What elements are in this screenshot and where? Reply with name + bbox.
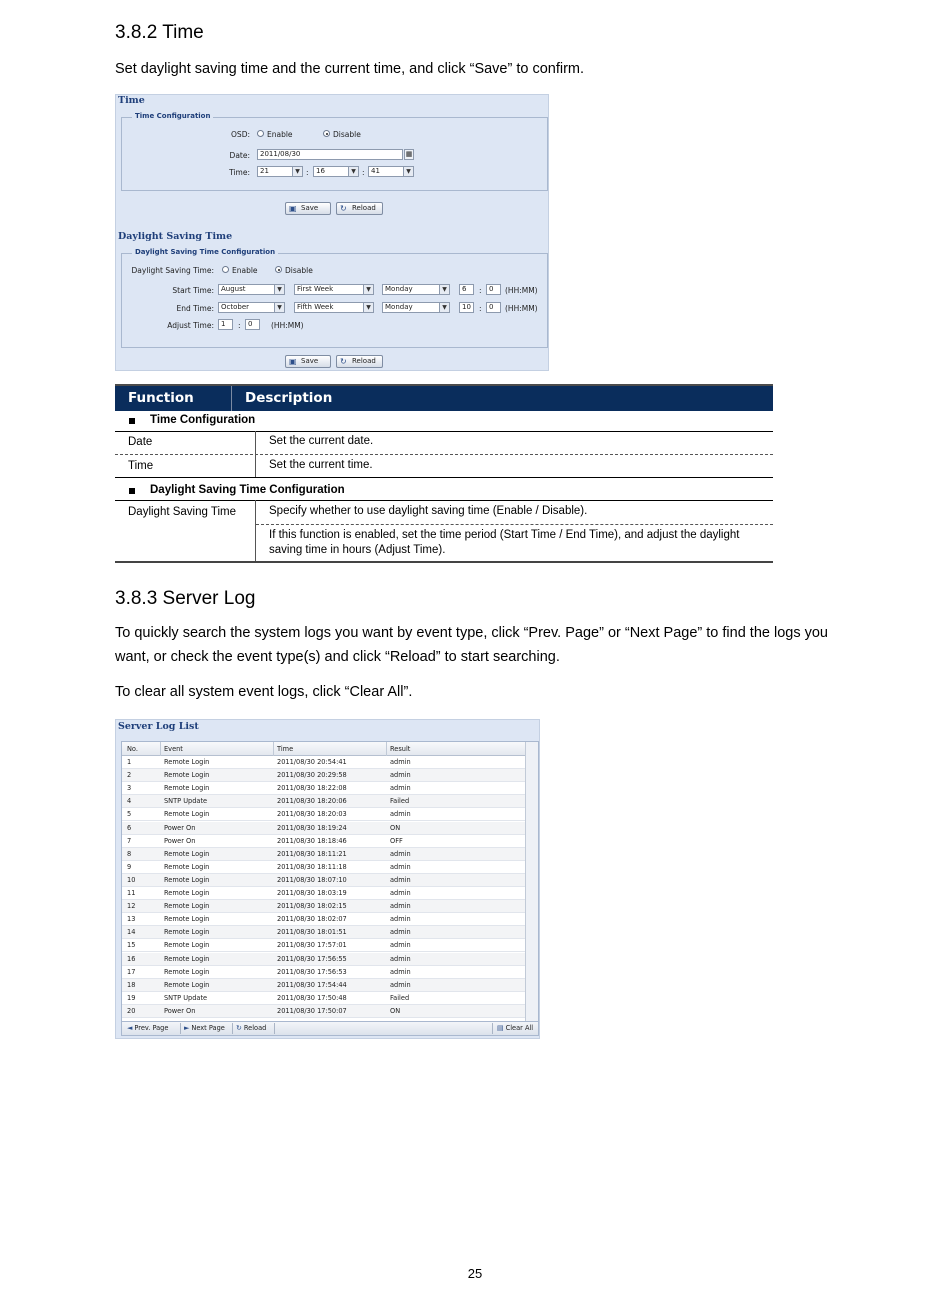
reload-button[interactable]	[336, 202, 383, 215]
log-cell-result: admin	[390, 954, 411, 963]
second-select[interactable]	[368, 166, 414, 177]
row-date-description: Set the current date.	[269, 435, 374, 447]
log-cell-no: 9	[127, 862, 132, 871]
server-log-title: Server Log List	[118, 721, 199, 732]
table-header	[115, 384, 773, 411]
time-intro-text: Set daylight saving time and the current time, and click “Save” to confirm.	[115, 61, 585, 77]
log-reload-button[interactable]	[236, 1024, 266, 1032]
chevron-down-icon: ▼	[439, 285, 449, 294]
table-row[interactable]	[122, 808, 526, 821]
log-cell-event: Remote Login	[164, 915, 210, 924]
row-divider	[115, 454, 773, 455]
chevron-down-icon: ▼	[363, 303, 373, 312]
row-dst-function: Daylight Saving Time	[128, 506, 237, 518]
dst-save-button[interactable]	[285, 355, 331, 368]
log-cell-no: 15	[127, 941, 136, 950]
dst-panel-title: Daylight Saving Time	[118, 231, 233, 242]
start-hhmm-hint: (HH:MM)	[505, 286, 538, 295]
log-cell-time: 2011/08/30 18:03:19	[277, 889, 347, 897]
table-row[interactable]	[122, 926, 526, 939]
log-cell-result: OFF	[390, 836, 403, 845]
log-cell-result: admin	[390, 915, 411, 924]
bullet-square-icon	[129, 418, 135, 424]
row-time-function: Time	[128, 460, 154, 472]
table-row[interactable]	[122, 900, 526, 913]
server-log-screenshot	[115, 719, 540, 1039]
log-cell-event: Power On	[164, 1006, 196, 1015]
calendar-icon[interactable]: ▦	[405, 150, 413, 158]
log-cell-result: admin	[390, 980, 411, 989]
log-cell-no: 19	[127, 993, 136, 1002]
function-description-table	[115, 384, 773, 564]
dst-label: Daylight Saving Time:	[131, 266, 214, 275]
log-cell-result: ON	[390, 1006, 401, 1015]
section-heading-time: 3.8.2 Time	[115, 22, 204, 43]
start-min-input[interactable]: 0	[486, 284, 501, 295]
toolbar-separator	[492, 1023, 493, 1034]
date-label: Date:	[229, 151, 250, 160]
table-row[interactable]	[122, 835, 526, 848]
bullet-square-icon	[129, 488, 135, 494]
row-divider	[115, 500, 773, 501]
log-cell-event: Remote Login	[164, 862, 210, 871]
log-cell-time: 2011/08/30 17:56:55	[277, 954, 347, 963]
table-row[interactable]	[122, 887, 526, 900]
log-cell-no: 1	[127, 758, 132, 766]
log-grid-header	[122, 742, 526, 756]
time-colon-2: :	[362, 168, 365, 177]
vertical-scrollbar[interactable]	[525, 742, 538, 1021]
server-log-paragraph-2: To clear all system event logs, click “Clear All”.	[115, 684, 413, 700]
table-row[interactable]	[122, 913, 526, 926]
chevron-down-icon: ▼	[274, 303, 284, 312]
group-dst-configuration: Daylight Saving Time Configuration	[150, 484, 345, 496]
header-divider	[231, 386, 232, 411]
log-cell-event: Remote Login	[164, 810, 210, 819]
log-cell-no: 6	[127, 823, 132, 832]
log-toolbar	[121, 1022, 539, 1036]
column-divider	[386, 742, 387, 756]
table-row[interactable]	[122, 822, 526, 835]
log-cell-event: Remote Login	[164, 980, 210, 989]
dst-enable-label: Enable	[232, 266, 258, 275]
time-config-legend: Time Configuration	[132, 112, 213, 120]
log-cell-result: admin	[390, 928, 411, 937]
start-day-value: Monday	[385, 285, 413, 293]
minute-value: 16	[316, 167, 325, 175]
log-cell-no: 8	[127, 849, 132, 858]
col-no-header[interactable]: No.	[127, 745, 138, 753]
table-row[interactable]	[122, 992, 526, 1005]
log-cell-event: Power On	[164, 823, 196, 832]
log-cell-event: Remote Login	[164, 771, 210, 780]
log-cell-no: 17	[127, 967, 136, 976]
end-colon: :	[479, 304, 482, 313]
log-cell-no: 4	[127, 797, 132, 806]
reload-icon: ↻	[340, 357, 347, 366]
start-month-value: August	[221, 285, 246, 293]
row-time-description: Set the current time.	[269, 459, 373, 471]
dst-disable-label: Disable	[285, 266, 313, 275]
dst-reload-button[interactable]	[336, 355, 383, 368]
chevron-down-icon: ▼	[439, 303, 449, 312]
log-cell-no: 10	[127, 875, 136, 884]
log-cell-no: 13	[127, 915, 136, 924]
save-button-label: Save	[301, 204, 319, 212]
log-cell-time: 2011/08/30 18:02:15	[277, 902, 347, 911]
toolbar-separator	[180, 1023, 181, 1034]
group-time-configuration: Time Configuration	[150, 414, 256, 426]
log-cell-result: Failed	[390, 797, 410, 806]
log-cell-time: 2011/08/30 20:29:58	[277, 771, 347, 780]
start-week-select[interactable]	[294, 284, 374, 295]
log-cell-event: Remote Login	[164, 954, 210, 963]
log-reload-label: Reload	[243, 1024, 267, 1032]
end-week-value: Fifth Week	[297, 303, 334, 311]
hour-value: 21	[260, 167, 269, 175]
row-dst-description-2b: saving time in hours (Adjust Time).	[269, 544, 446, 556]
start-day-select[interactable]	[382, 284, 450, 295]
log-cell-time: 2011/08/30 18:19:24	[277, 823, 347, 832]
time-label: Time:	[229, 168, 250, 177]
osd-enable-radio[interactable]	[257, 130, 264, 137]
page-number: 25	[467, 1266, 483, 1281]
dst-save-button-label: Save	[301, 357, 319, 365]
log-cell-event: SNTP Update	[164, 797, 208, 806]
col-event-header[interactable]: Event	[164, 745, 183, 753]
end-hhmm-hint: (HH:MM)	[505, 304, 538, 313]
log-cell-event: Remote Login	[164, 784, 210, 793]
log-cell-no: 2	[127, 771, 132, 780]
chevron-down-icon: ▼	[292, 167, 302, 176]
log-cell-time: 2011/08/30 17:56:53	[277, 967, 347, 976]
section-heading-server-log: 3.8.3 Server Log	[115, 588, 256, 609]
arrow-right-icon: ►	[184, 1024, 190, 1032]
table-row[interactable]	[122, 756, 526, 769]
col-result-header[interactable]: Result	[390, 745, 411, 753]
server-log-grid	[121, 741, 539, 1022]
table-bottom-border	[115, 561, 773, 563]
log-cell-time: 2011/08/30 20:54:41	[277, 758, 347, 766]
log-cell-no: 12	[127, 902, 136, 911]
reload-button-label: Reload	[352, 204, 376, 212]
start-month-select[interactable]	[218, 284, 285, 295]
log-cell-time: 2011/08/30 18:20:06	[277, 797, 347, 806]
row-divider	[115, 477, 773, 478]
adjust-min-input[interactable]: 0	[245, 319, 260, 330]
osd-disable-label: Disable	[333, 130, 361, 139]
log-cell-result: admin	[390, 784, 411, 793]
server-log-paragraph-1	[115, 621, 915, 669]
log-cell-time: 2011/08/30 18:02:07	[277, 915, 347, 924]
column-divider	[255, 431, 256, 477]
table-row[interactable]	[122, 782, 526, 795]
chevron-down-icon: ▼	[348, 167, 358, 176]
log-cell-event: Remote Login	[164, 875, 210, 884]
log-cell-no: 7	[127, 836, 132, 845]
chevron-down-icon: ▼	[363, 285, 373, 294]
column-divider	[273, 742, 274, 756]
chevron-down-icon: ▼	[274, 285, 284, 294]
minute-select[interactable]	[313, 166, 359, 177]
table-row[interactable]	[122, 979, 526, 992]
log-cell-no: 3	[127, 784, 132, 793]
row-date-function: Date	[128, 436, 153, 448]
toolbar-separator	[232, 1023, 233, 1034]
dst-disable-radio[interactable]	[275, 266, 282, 273]
paragraph-1-line-2: want, or check the event type(s) and click “Reload” to start searching.	[115, 649, 560, 665]
start-time-label: Start Time:	[172, 286, 214, 295]
end-hour-input[interactable]: 10	[459, 302, 474, 313]
log-cell-result: admin	[390, 758, 411, 766]
adjust-hhmm-hint: (HH:MM)	[271, 321, 304, 330]
end-month-value: October	[221, 303, 250, 311]
log-cell-time: 2011/08/30 18:20:03	[277, 810, 347, 819]
log-cell-no: 20	[127, 1006, 136, 1015]
log-cell-event: Remote Login	[164, 849, 210, 858]
log-cell-no: 14	[127, 928, 136, 937]
floppy-icon: ▣	[289, 357, 297, 366]
log-cell-result: ON	[390, 823, 401, 832]
log-cell-no: 5	[127, 810, 132, 819]
row-dst-description-2a: If this function is enabled, set the time period (Start Time / End Time), and adjust the daylight	[269, 529, 740, 541]
dst-reload-button-label: Reload	[352, 357, 376, 365]
log-cell-time: 2011/08/30 18:18:46	[277, 836, 347, 845]
date-input[interactable]: 2011/08/30	[257, 149, 403, 160]
log-cell-time: 2011/08/30 18:22:08	[277, 784, 347, 793]
table-row[interactable]	[122, 953, 526, 966]
column-divider	[160, 742, 161, 756]
column-divider	[255, 500, 256, 562]
toolbar-separator	[274, 1023, 275, 1034]
log-cell-time: 2011/08/30 17:57:01	[277, 941, 347, 950]
reload-icon: ↻	[236, 1024, 242, 1032]
row-divider	[256, 524, 773, 525]
table-row[interactable]	[122, 966, 526, 979]
hour-select[interactable]	[257, 166, 303, 177]
log-cell-event: SNTP Update	[164, 993, 208, 1002]
table-row[interactable]	[122, 795, 526, 808]
log-cell-time: 2011/08/30 18:11:18	[277, 862, 347, 871]
time-settings-screenshot	[115, 94, 549, 371]
clear-all-label: Clear All	[505, 1024, 534, 1032]
end-week-select[interactable]	[294, 302, 374, 313]
end-time-label: End Time:	[176, 304, 214, 313]
log-cell-event: Remote Login	[164, 902, 210, 911]
time-panel-title: Time	[118, 95, 145, 106]
prev-page-button[interactable]	[127, 1024, 168, 1032]
log-cell-event: Remote Login	[164, 941, 210, 950]
col-function-header: Function	[128, 390, 194, 406]
adjust-time-label: Adjust Time:	[167, 321, 214, 330]
start-week-value: First Week	[297, 285, 334, 293]
table-row[interactable]	[122, 1005, 526, 1018]
paragraph-1-line-1: To quickly search the system logs you want by event type, click “Prev. Page” or “Next Page” to find the logs you	[115, 625, 828, 641]
osd-disable-radio[interactable]	[323, 130, 330, 137]
log-cell-result: Failed	[390, 993, 410, 1002]
log-cell-event: Remote Login	[164, 928, 210, 937]
prev-page-label: Prev. Page	[134, 1024, 169, 1032]
col-time-header[interactable]: Time	[277, 745, 294, 753]
start-hour-input[interactable]: 6	[459, 284, 474, 295]
start-colon: :	[479, 286, 482, 295]
row-divider	[115, 431, 773, 432]
col-description-header: Description	[245, 390, 333, 406]
log-cell-event: Remote Login	[164, 967, 210, 976]
adjust-colon: :	[238, 321, 241, 330]
end-min-input[interactable]: 0	[486, 302, 501, 313]
time-colon-1: :	[306, 168, 309, 177]
end-day-select[interactable]	[382, 302, 450, 313]
log-cell-time: 2011/08/30 18:01:51	[277, 928, 347, 937]
log-cell-result: admin	[390, 862, 411, 871]
log-cell-result: admin	[390, 875, 411, 884]
log-cell-no: 18	[127, 980, 136, 989]
next-page-button[interactable]	[184, 1024, 225, 1032]
log-cell-result: admin	[390, 967, 411, 976]
log-cell-event: Power On	[164, 836, 196, 845]
table-row[interactable]	[122, 848, 526, 861]
chevron-down-icon: ▼	[403, 167, 413, 176]
table-row[interactable]	[122, 769, 526, 782]
log-cell-time: 2011/08/30 17:50:07	[277, 1006, 347, 1015]
log-cell-no: 11	[127, 889, 136, 897]
table-row[interactable]	[122, 874, 526, 887]
row-dst-description-1: Specify whether to use daylight saving time (Enable / Disable).	[269, 505, 588, 517]
table-row[interactable]	[122, 939, 526, 952]
floppy-icon: ▣	[289, 204, 297, 213]
log-cell-result: admin	[390, 771, 411, 780]
clear-all-button[interactable]	[497, 1024, 533, 1032]
log-cell-event: Remote Login	[164, 889, 210, 897]
log-cell-time: 2011/08/30 18:11:21	[277, 849, 347, 858]
dst-enable-radio[interactable]	[222, 266, 229, 273]
log-cell-result: admin	[390, 902, 411, 911]
adjust-hour-input[interactable]: 1	[218, 319, 233, 330]
next-page-label: Next Page	[191, 1024, 225, 1032]
reload-icon: ↻	[340, 204, 347, 213]
log-cell-event: Remote Login	[164, 758, 210, 766]
osd-label: OSD:	[231, 130, 250, 139]
arrow-left-icon: ◄	[127, 1024, 133, 1032]
log-cell-result: admin	[390, 810, 411, 819]
end-day-value: Monday	[385, 303, 413, 311]
log-cell-result: admin	[390, 941, 411, 950]
log-cell-result: admin	[390, 889, 411, 897]
table-row[interactable]	[122, 861, 526, 874]
second-value: 41	[371, 167, 380, 175]
trash-icon: ▤	[497, 1024, 504, 1032]
log-cell-no: 16	[127, 954, 136, 963]
osd-enable-label: Enable	[267, 130, 293, 139]
log-cell-time: 2011/08/30 18:07:10	[277, 875, 347, 884]
log-cell-time: 2011/08/30 17:50:48	[277, 993, 347, 1002]
save-button[interactable]	[285, 202, 331, 215]
dst-config-legend: Daylight Saving Time Configuration	[132, 248, 278, 256]
log-cell-result: admin	[390, 849, 411, 858]
end-month-select[interactable]	[218, 302, 285, 313]
log-cell-time: 2011/08/30 17:54:44	[277, 980, 347, 989]
